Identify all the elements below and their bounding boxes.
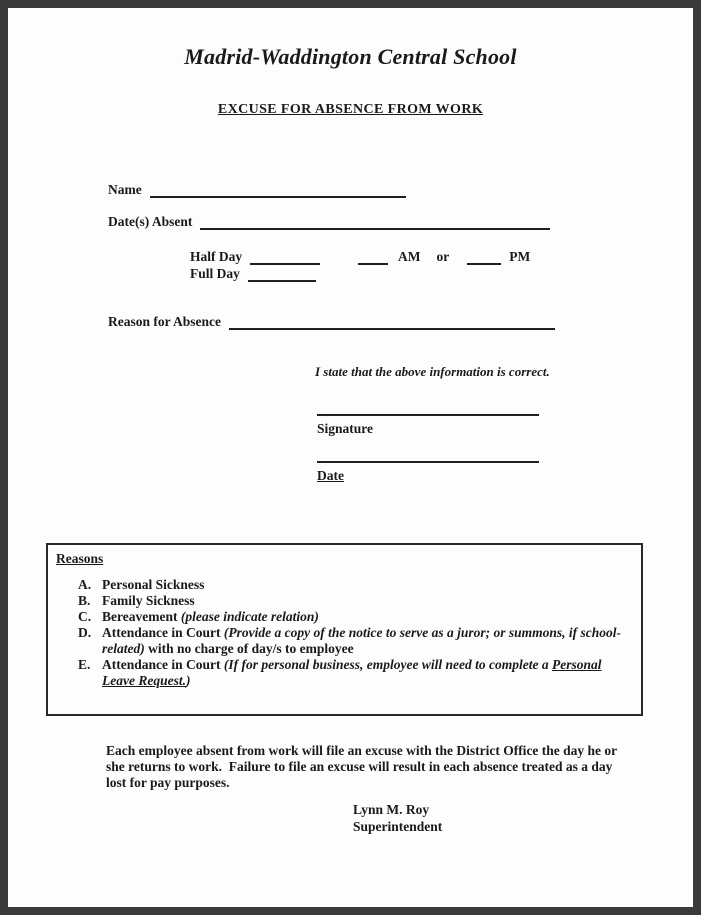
half-day-label: Half Day — [190, 249, 243, 264]
reason-item-text: Bereavement (please indicate relation) — [102, 609, 319, 624]
reason-item-b — [78, 593, 633, 609]
signer-name: Lynn M. Roy — [353, 802, 430, 817]
reason-item-letter: E. — [78, 657, 91, 672]
pm-label: PM — [509, 249, 531, 264]
reason-item-letter: A. — [78, 577, 92, 592]
filing-notice: Each employee absent from work will file an excuse with the District Office the day he or she returns to work. Failure to file an excuse will result in each absence treated as a day lost for pay purposes. — [106, 743, 621, 790]
name-field-row — [108, 182, 406, 198]
reason-item-letter: D. — [78, 625, 92, 640]
signature-label: Signature — [317, 421, 374, 436]
full-day-label: Full Day — [190, 266, 240, 281]
reason-item-text: Attendance in Court (Provide a copy of the notice to serve as a juror; or summons, if school-related) with no charge of day/s to employee — [102, 625, 621, 656]
reasons-box — [46, 543, 643, 716]
reason-item-d — [78, 625, 633, 657]
reason-item-e — [78, 657, 633, 689]
reason-field-row — [108, 314, 555, 330]
reason-item-letter: B. — [78, 593, 91, 608]
reasons-list — [78, 577, 633, 689]
full-day-field-row — [190, 266, 316, 282]
name-label: Name — [108, 182, 142, 197]
certification-statement: I state that the above information is correct. — [315, 364, 550, 379]
signer-block — [353, 801, 442, 835]
am-label: AM — [398, 249, 421, 264]
full-day-blank-line — [248, 267, 316, 282]
name-blank-line — [150, 183, 406, 198]
reason-item-a — [78, 577, 633, 593]
dates-absent-blank-line — [200, 215, 550, 230]
reason-item-text: Attendance in Court (If for personal business, employee will need to complete a Personal Leave Request.) — [102, 657, 602, 688]
dates-absent-label: Date(s) Absent — [108, 214, 193, 229]
dates-absent-field-row — [108, 214, 550, 230]
reason-item-c — [78, 609, 633, 625]
reason-item-letter: C. — [78, 609, 92, 624]
page-title: Madrid-Waddington Central School — [184, 44, 517, 69]
reason-blank-line — [229, 315, 555, 330]
half-day-blank-line — [250, 250, 320, 265]
half-day-field-row — [190, 249, 320, 265]
pm-blank-line — [467, 250, 501, 265]
date-label: Date — [317, 468, 344, 483]
form-subtitle: EXCUSE FOR ABSENCE FROM WORK — [217, 102, 484, 117]
or-label: or — [436, 249, 450, 264]
signature-line — [317, 414, 539, 416]
am-pm-field-row — [358, 249, 530, 265]
reason-label: Reason for Absence — [108, 314, 221, 329]
date-line — [317, 461, 539, 463]
am-blank-line — [358, 250, 388, 265]
signer-title: Superintendent — [353, 819, 443, 834]
reasons-heading: Reasons — [56, 551, 104, 566]
reason-item-text: Family Sickness — [102, 593, 195, 608]
reason-item-text: Personal Sickness — [102, 577, 205, 592]
